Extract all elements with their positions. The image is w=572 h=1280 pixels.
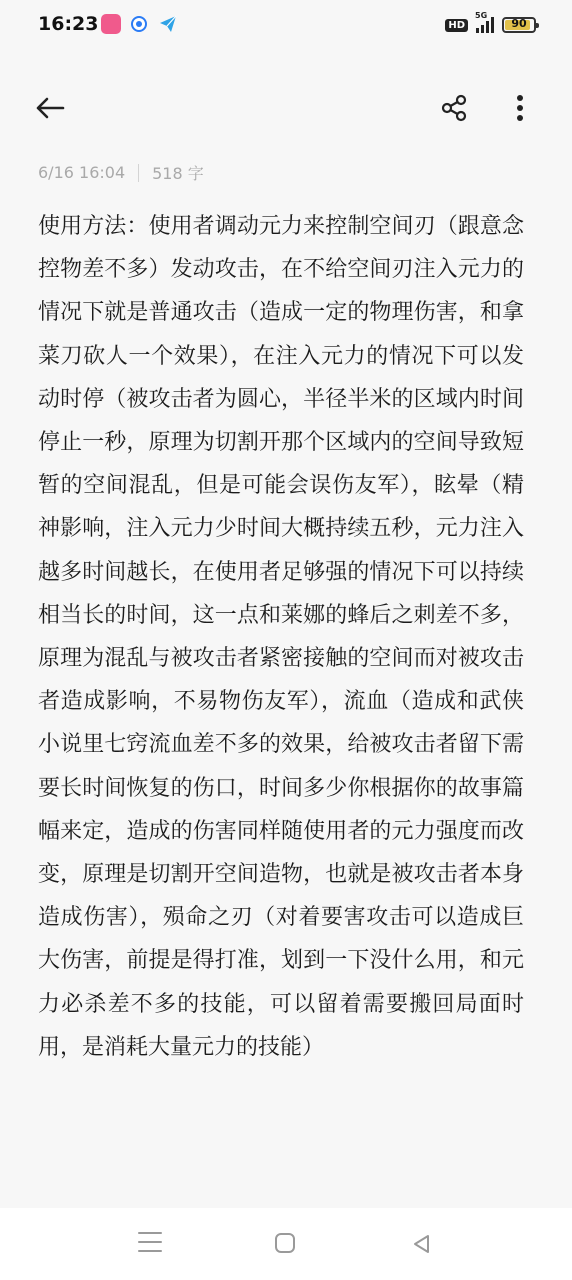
meta-divider [138, 164, 139, 182]
battery-icon [502, 17, 536, 33]
note-toolbar [0, 78, 572, 136]
hd-badge: HD [445, 19, 468, 32]
status-indicators [445, 11, 536, 36]
signal-icon [475, 11, 494, 33]
recent-apps-icon[interactable] [138, 1232, 162, 1254]
more-options-button[interactable] [500, 88, 540, 128]
network-label: 5G [475, 11, 488, 20]
status-time: 16:23 [38, 13, 99, 35]
home-icon[interactable] [275, 1233, 295, 1253]
send-app-icon [158, 14, 178, 34]
word-count: 518 字 [152, 164, 204, 183]
note-meta [38, 161, 204, 184]
share-button[interactable] [434, 88, 474, 128]
back-triangle-icon[interactable] [410, 1232, 434, 1256]
battery-level: 90 [511, 17, 527, 30]
vertical-ellipsis-icon [516, 94, 524, 122]
status-bar [0, 0, 572, 50]
note-body-text[interactable]: 使用方法：使用者调动元力来控制空间刃（跟意念控物差不多）发动攻击，在不给空间刃注入元力的情况下就是普通攻击（造成一定的物理伤害，和拿菜刀砍人一个效果），在注入元力的情况下可以发动时停（被攻击者为圆心，半径半米的区域内时间停止一秒，原理为切割开那个区域内的空间导致短暂的空间混乱，但是可能会误伤友军），眩晕（精神影响，注入元力少时间大概持续五秒，元力注入越多时间越长，在使用者足够强的情况下可以持续相当长的时间，这一点和莱娜的蜂后之刺差不多，原理为混乱与被攻击者紧密接触的空间而对被攻击者造成影响，不易物伤友军），流血（造成和武侠小说里七窍流血差不多的效果，给被攻击者留下需要长时间恢复的伤口，时间多少你根据你的故事篇幅来定，造成的伤害同样随使用者的元力强度而改变，原理是切割开空间造物，也就是被攻击者本身造成伤害），殒命之刃（对着要害攻击可以造成巨大伤害，前提是得打准，划到一下没什么用，和元力必杀差不多的技能，可以留着需要搬回局面时用，是消耗大量元力的技能） [38, 214, 524, 1060]
share-icon [440, 94, 468, 122]
arrow-left-icon [35, 96, 65, 120]
app-notification-icon [101, 14, 121, 34]
circle-app-icon [131, 16, 147, 32]
back-button[interactable] [30, 88, 70, 128]
note-date: 6/16 16:04 [38, 163, 126, 182]
system-nav-bar [0, 1208, 572, 1280]
